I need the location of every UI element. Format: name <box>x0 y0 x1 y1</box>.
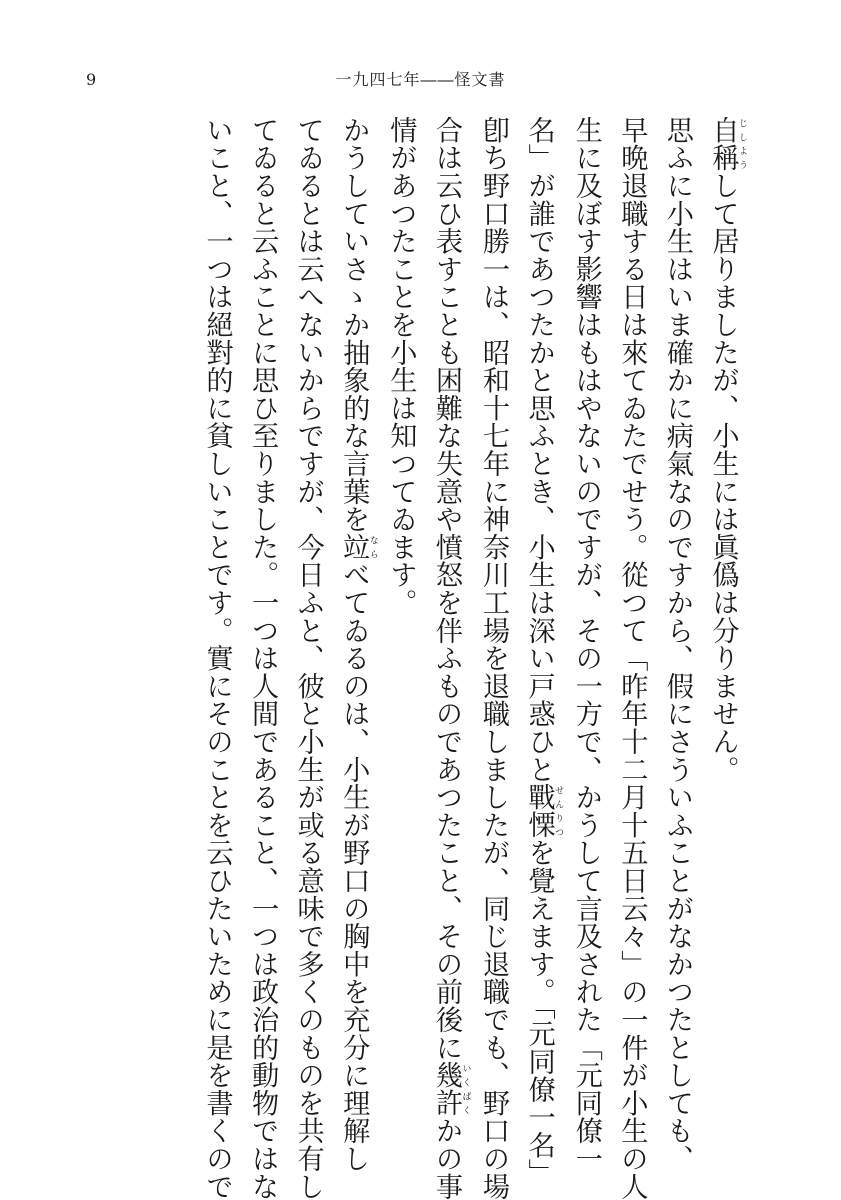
page-number: 9 <box>86 70 97 89</box>
text-line: てゐると云ふことに思ひ至りました。一つは人間であること、一つは政治的動物ではな <box>247 116 279 1200</box>
text-line: 卽ち野口勝一は、昭和十七年に神奈川工場を退職しましたが、同じ退職でも、野口の場 <box>478 116 510 1200</box>
text-line: いこと、一つは絕對的に貧しいことです。實にそのことを云ひたいために是を書くので <box>201 116 233 1200</box>
ruby-word: 竝なら <box>338 533 378 561</box>
ruby-word: 幾許いくばく <box>430 1061 471 1117</box>
text-line: 名」が誰であつたかと思ふとき、小生は深い戸惑ひと戰慄せんりつを覺えます。「元同僚一名」 <box>523 116 564 1187</box>
text-line: 情があつたことを小生は知つてゐます。 <box>385 116 417 617</box>
furigana-reading: じしよう <box>737 116 747 172</box>
text-line: 自稱じしようして居りましたが、小生には眞僞は分りません。 <box>707 116 747 784</box>
text-line: 早晩退職する日は來てゐたでせう。從つて「昨年十二月十五日云々」の一件が小生の人 <box>616 116 648 1200</box>
running-title: 一九四七年――怪文書 <box>335 70 506 89</box>
text-line: てゐるとは云へないからですが、今日ふと、彼と小生が或る意味で多くのものを共有し <box>292 116 324 1200</box>
text-line: 生に及ぼす影響はもはやないのですが、その一方で、かうして言及された「元同僚一 <box>570 116 602 1173</box>
furigana-reading: いくばく <box>460 1061 471 1117</box>
text-line: 合は云ひ表すことも困難な失意や憤怒を伴ふものであつたこと、その前後に幾許いくばくかの事 <box>430 116 471 1200</box>
ruby-word: 戰慄せんりつ <box>523 783 564 839</box>
furigana-reading: せんりつ <box>553 783 564 839</box>
text-line: 思ふに小生はいま確かに病氣なのですから、假にさういふことがなかつたとしても、 <box>661 116 693 1173</box>
text-line: かうしていさゝか抽象的な言葉を竝ならべてゐるのは、小生が野口の胸中を充分に理解し <box>338 116 378 1173</box>
ruby-word: 自稱じしよう <box>707 116 747 172</box>
body-text <box>87 116 747 1200</box>
furigana-reading: なら <box>367 533 378 561</box>
